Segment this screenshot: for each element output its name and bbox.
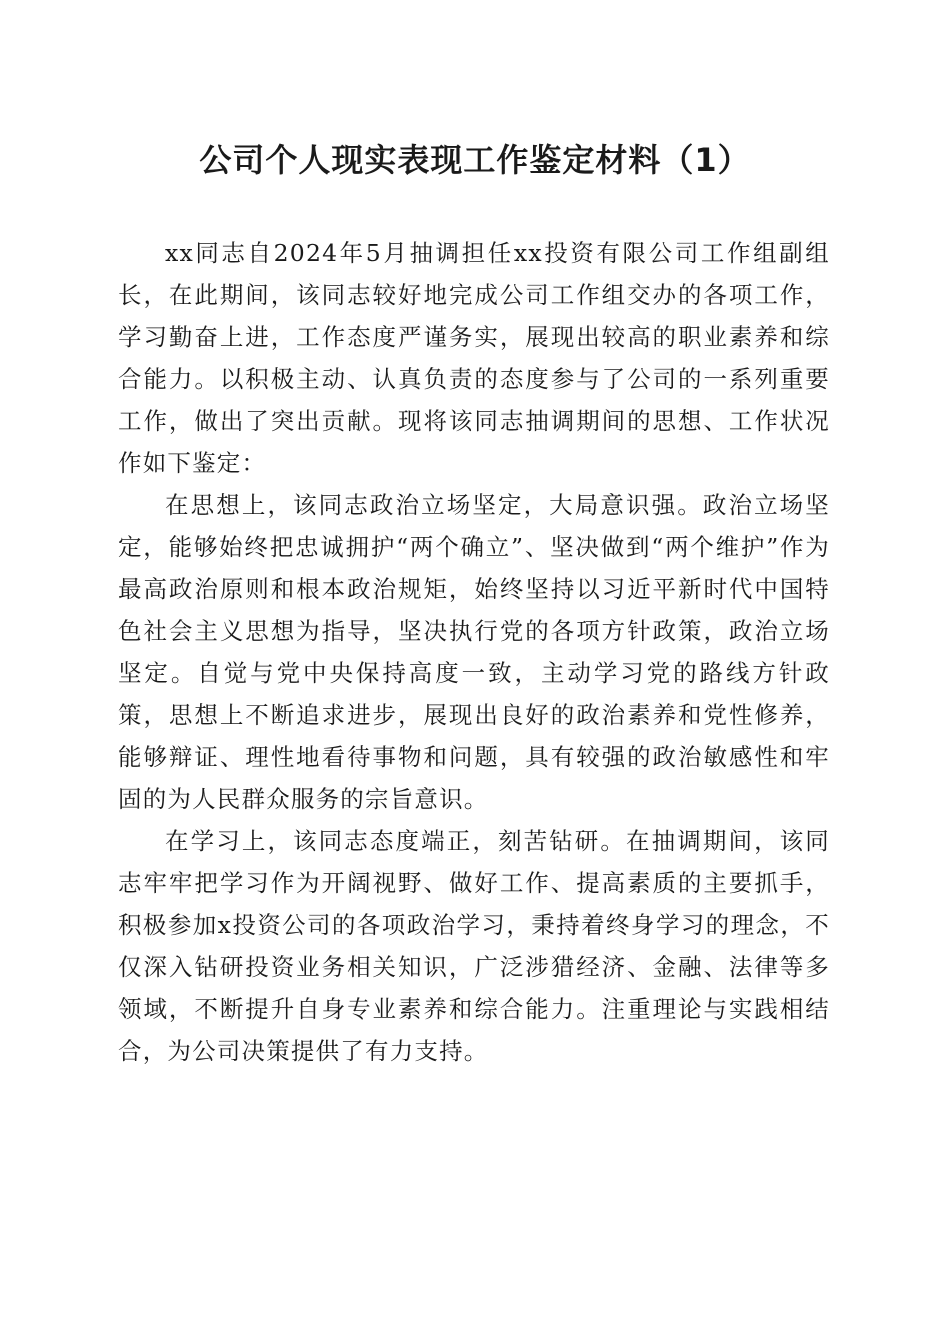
paragraph-ideology: 在思想上，该同志政治立场坚定，大局意识强。政治立场坚定，能够始终把忠诚拥护“两个确立”、坚决做到“两个维护”作为最高政治原则和根本政治规矩，始终坚持以习近平新时代中国特色社会主义思想为指导，坚决执行党的各项方针政策，政治立场坚定。自觉与党中央保持高度一致，主动学习党的路线方针政策，思想上不断追求进步，展现出良好的政治素养和党性修养，能够辩证、理性地看待事物和问题，具有较强的政治敏感性和牢固的为人民群众服务的宗旨意识。 xyxy=(118,491,830,813)
document-title: 公司个人现实表现工作鉴定材料（1） xyxy=(199,141,751,179)
paragraph-study: 在学习上，该同志态度端正，刻苦钻研。在抽调期间，该同志牢牢把学习作为开阔视野、做好工作、提高素质的主要抓手，积极参加x投资公司的各项政治学习，秉持着终身学习的理念，不仅深入钻研投资业务相关知识，广泛涉猎经济、金融、法律等多领域，不断提升自身专业素养和综合能力。注重理论与实践相结合，为公司决策提供了有力支持。 xyxy=(118,827,830,1065)
paragraph-intro: xx同志自2024年5月抽调担任xx投资有限公司工作组副组长，在此期间，该同志较好地完成公司工作组交办的各项工作，学习勤奋上进，工作态度严谨务实，展现出较高的职业素养和综合能力。以积极主动、认真负责的态度参与了公司的一系列重要工作，做出了突出贡献。现将该同志抽调期间的思想、工作状况作如下鉴定： xyxy=(118,239,830,477)
document-body xyxy=(118,232,830,1072)
